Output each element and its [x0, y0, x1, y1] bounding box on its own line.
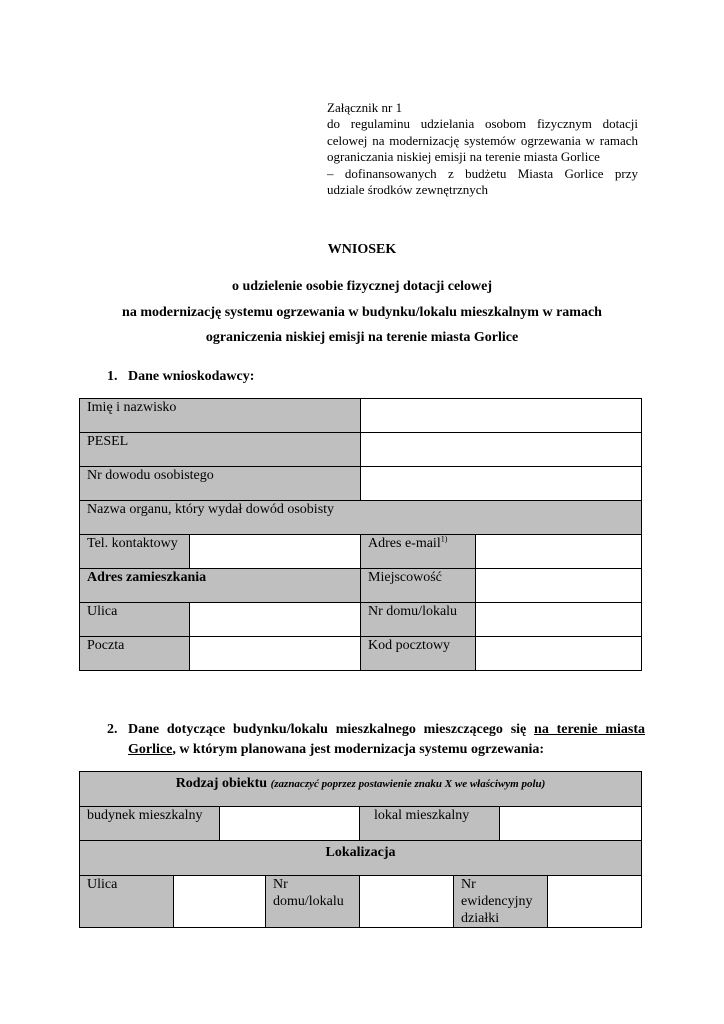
- pesel-label: PESEL: [80, 433, 361, 467]
- location-header: Lokalizacja: [80, 841, 642, 876]
- address-label: Adres zamieszkania: [80, 569, 361, 603]
- parcel-number-label: [454, 876, 548, 928]
- section-number: 2.: [107, 722, 118, 737]
- section-title: Dane wnioskodawcy:: [128, 369, 255, 384]
- object-type-note: (zaznaczyć poprzez postawienie znaku X we właściwym polu): [270, 778, 546, 790]
- city-label: Miejscowość: [361, 569, 476, 603]
- label-line: Nr: [273, 877, 288, 892]
- residential-building-checkbox[interactable]: [220, 807, 360, 841]
- annex-note: [327, 100, 638, 198]
- applicant-table: [79, 398, 642, 671]
- name-label: Imię i nazwisko: [80, 399, 361, 433]
- location-house-label: [266, 876, 360, 928]
- pesel-field[interactable]: [361, 433, 642, 467]
- object-type-header: [80, 772, 642, 807]
- heading-text: , w którym planowana jest modernizacja systemu ogrzewania:: [172, 742, 545, 757]
- label-line: działki: [461, 911, 500, 926]
- annex-line: Załącznik nr 1: [327, 100, 403, 115]
- annex-line: ograniczania niskiej emisji na terenie miasta Gorlice: [327, 149, 600, 165]
- phone-field[interactable]: [190, 535, 361, 569]
- location-house-field[interactable]: [360, 876, 454, 928]
- residential-building-label: budynek mieszkalny: [80, 807, 220, 841]
- phone-label: Tel. kontaktowy: [80, 535, 190, 569]
- id-number-label: Nr dowodu osobistego: [80, 467, 361, 501]
- residential-unit-label: lokal mieszkalny: [360, 807, 500, 841]
- location-street-label: Ulica: [80, 876, 174, 928]
- post-office-field[interactable]: [190, 637, 361, 671]
- heading-text: Dane dotyczące budynku/lokalu mieszkalnego mieszczącego się: [128, 722, 535, 737]
- email-field[interactable]: [476, 535, 642, 569]
- subtitle-line: ograniczenia niskiej emisji na terenie miasta Gorlice: [205, 330, 519, 345]
- section1-heading: [107, 367, 607, 387]
- email-footnote: 1): [440, 534, 448, 544]
- annex-line: udziale środków zewnętrznych: [327, 182, 488, 198]
- id-issuer-label: Nazwa organu, który wydał dowód osobisty: [80, 501, 642, 535]
- street-field[interactable]: [190, 603, 361, 637]
- house-number-label: Nr domu/lokalu: [361, 603, 476, 637]
- heading-underlined: na terenie miasta: [534, 722, 646, 737]
- section-title: [128, 720, 645, 760]
- subtitle-line: na modernizację systemu ogrzewania w budynku/lokalu mieszkalnym w ramach: [122, 304, 602, 320]
- location-street-field[interactable]: [174, 876, 266, 928]
- house-number-field[interactable]: [476, 603, 642, 637]
- id-number-field[interactable]: [361, 467, 642, 501]
- label-line: ewidencyjny: [461, 894, 533, 909]
- annex-line: celowej na modernizację systemów ogrzewania w ramach: [327, 132, 638, 148]
- heading-underlined: Gorlice: [128, 742, 173, 757]
- document-title: WNIOSEK: [327, 242, 397, 257]
- section2-heading: [107, 720, 647, 762]
- document-subtitle: [60, 274, 664, 351]
- annex-line: do regulaminu udzielania osobom fizycznym dotacji: [327, 116, 638, 132]
- section-number: 1.: [107, 369, 118, 384]
- label-line: domu/lokalu: [273, 894, 344, 909]
- zip-code-label: Kod pocztowy: [361, 637, 476, 671]
- email-label: [361, 535, 476, 569]
- residential-unit-checkbox[interactable]: [500, 807, 642, 841]
- name-field[interactable]: [361, 399, 642, 433]
- label-line: Nr: [461, 877, 476, 892]
- parcel-number-field[interactable]: [548, 876, 642, 928]
- street-label: Ulica: [80, 603, 190, 637]
- building-table: [79, 771, 642, 928]
- subtitle-line: o udzielenie osobie fizycznej dotacji celowej: [231, 279, 493, 294]
- annex-line: – dofinansowanych z budżetu Miasta Gorlice przy: [327, 165, 638, 181]
- city-field[interactable]: [476, 569, 642, 603]
- object-type-title: Rodzaj obiektu: [175, 776, 268, 791]
- email-label-text: Adres e-mail: [368, 536, 441, 551]
- zip-code-field[interactable]: [476, 637, 642, 671]
- post-office-label: Poczta: [80, 637, 190, 671]
